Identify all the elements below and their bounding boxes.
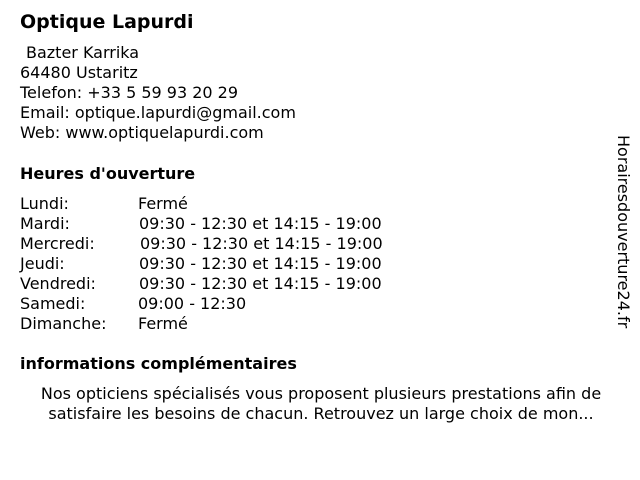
hours-row-sunday [20, 314, 480, 334]
day-label: Dimanche: [20, 314, 107, 333]
time-range: 09:00 - 12:30 [138, 294, 247, 313]
postal-city: 64480 Ustaritz [20, 63, 138, 82]
time-range: Fermé [138, 194, 188, 213]
hours-row-friday [20, 274, 480, 294]
opening-hours-table [20, 194, 480, 334]
time-range: Fermé [138, 314, 188, 333]
day-label: Vendredi: [20, 274, 96, 293]
hours-row-saturday [20, 294, 480, 314]
site-watermark: Horairesdouverture24.fr [614, 135, 633, 329]
additional-info-text [20, 384, 622, 424]
street-address: Bazter Karrika [26, 43, 140, 62]
day-label: Samedi: [20, 294, 86, 313]
day-label: Mardi: [20, 214, 70, 233]
time-range: 09:30 - 12:30 et 14:15 - 19:00 [140, 234, 383, 253]
additional-info-heading: informations complémentaires [20, 354, 297, 373]
hours-row-monday [20, 194, 480, 214]
hours-row-tuesday [20, 214, 480, 234]
day-label: Mercredi: [20, 234, 95, 253]
day-label: Jeudi: [20, 254, 65, 273]
description-line: satisfaire les besoins de chacun. Retrouvez un large choix de mon... [48, 404, 594, 423]
hours-row-wednesday [20, 234, 480, 254]
time-range: 09:30 - 12:30 et 14:15 - 19:00 [139, 274, 382, 293]
contact-block [20, 43, 296, 143]
time-range: 09:30 - 12:30 et 14:15 - 19:00 [139, 214, 382, 233]
time-range: 09:30 - 12:30 et 14:15 - 19:00 [139, 254, 382, 273]
web-line: Web: www.optiquelapurdi.com [20, 123, 264, 142]
phone-line: Telefon: +33 5 59 93 20 29 [20, 83, 239, 102]
hours-row-thursday [20, 254, 480, 274]
description-line: Nos opticiens spécialisés vous proposent plusieurs prestations afin de [40, 384, 602, 403]
day-label: Lundi: [20, 194, 69, 213]
email-line: Email: optique.lapurdi@gmail.com [20, 103, 296, 122]
business-name: Optique Lapurdi [20, 11, 194, 33]
opening-hours-heading: Heures d'ouverture [20, 164, 196, 183]
